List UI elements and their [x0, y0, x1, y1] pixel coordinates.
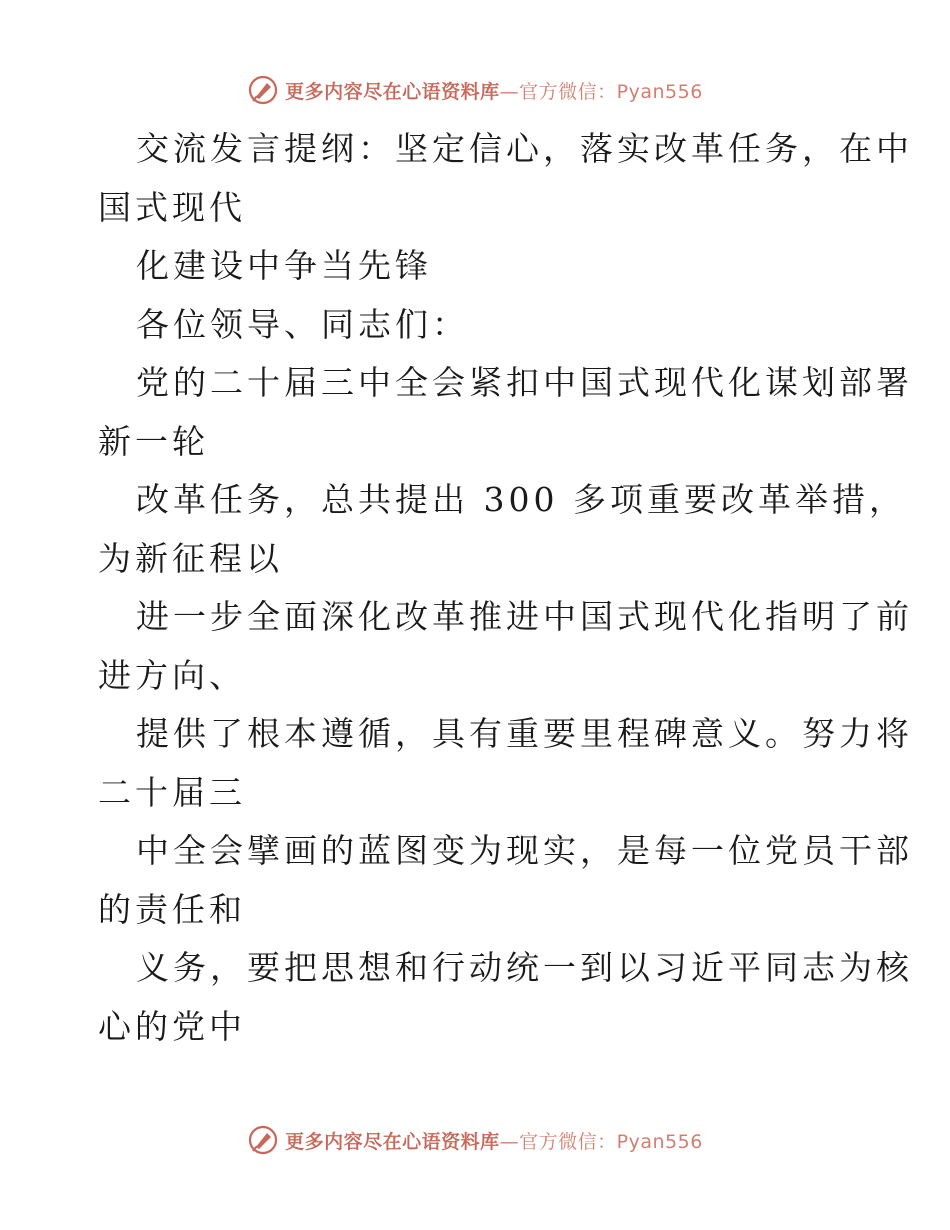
text-line: 中全会擘画的蓝图变为现实，是每一位党员干部 [136, 831, 913, 870]
header-watermark [0, 74, 950, 106]
document-body [98, 120, 913, 1056]
text-line: 二十届三 [98, 772, 246, 812]
text-line: 为新征程以 [98, 538, 283, 578]
text-line: 交流发言提纲：坚定信心，落实改革任务，在中 [136, 129, 913, 168]
text-line: 心的党中 [98, 1006, 246, 1046]
text-line: 提供了根本遵循，具有重要里程碑意义。努力将 [136, 714, 913, 753]
watermark-text: 更多内容尽在心语资料库—官方微信：Pyan556 [285, 80, 703, 103]
text-line: 国式现代 [98, 187, 246, 227]
watermark-text: 更多内容尽在心语资料库—官方微信：Pyan556 [285, 1130, 703, 1153]
text-line: 党的二十届三中全会紧扣中国式现代化谋划部署 [136, 363, 913, 402]
text-line: 的责任和 [98, 889, 246, 929]
footer-watermark [0, 1124, 950, 1156]
text-line: 义务，要把思想和行动统一到以习近平同志为核 [136, 948, 913, 987]
text-line: 进一步全面深化改革推进中国式现代化指明了前 [136, 597, 913, 636]
text-line: 进方向、 [98, 655, 246, 695]
text-line: 改革任务，总共提出 300 多项重要改革举措， [136, 480, 906, 519]
pen-nib-icon [247, 1124, 279, 1156]
pen-nib-icon [247, 74, 279, 106]
text-line: 新一轮 [98, 421, 209, 461]
text-line: 各位领导、同志们： [136, 304, 469, 344]
text-line: 化建设中争当先锋 [136, 246, 432, 285]
